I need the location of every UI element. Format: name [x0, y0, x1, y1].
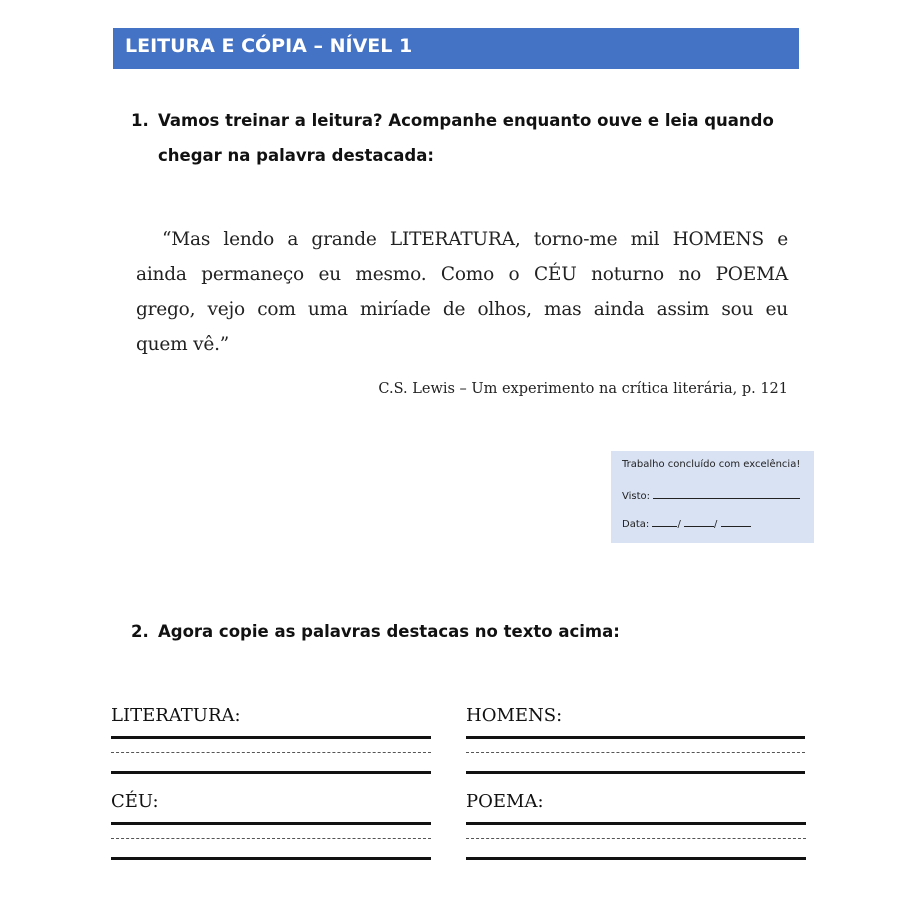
- header-bar: [113, 28, 799, 69]
- date-separator: /: [677, 519, 681, 530]
- writing-line-middle[interactable]: [466, 752, 805, 753]
- copy-block-homens: [466, 705, 805, 726]
- date-year-line[interactable]: [721, 515, 751, 527]
- page-title: LEITURA E CÓPIA – NÍVEL 1: [125, 35, 413, 57]
- writing-line-top[interactable]: [111, 736, 431, 739]
- quote-line-3: grego, vejo com uma miríade de olhos, mas ainda assim sou eu: [136, 299, 788, 320]
- copy-block-ceu: [111, 791, 431, 812]
- writing-line-bottom[interactable]: [466, 857, 806, 860]
- question-1-text-line1: Vamos treinar a leitura? Acompanhe enquanto ouve e leia quando: [158, 111, 774, 130]
- writing-line-bottom[interactable]: [111, 771, 431, 774]
- writing-line-top[interactable]: [466, 822, 806, 825]
- stamp-message: Trabalho concluído com excelência!: [622, 459, 801, 470]
- quote-line-1: [136, 229, 788, 250]
- copy-word-label: HOMENS:: [466, 705, 563, 726]
- writing-line-middle[interactable]: [111, 838, 431, 839]
- question-2-text: Agora copie as palavras destacas no texto acima:: [158, 622, 620, 641]
- date-separator: /: [714, 519, 718, 530]
- visto-field[interactable]: [622, 487, 800, 502]
- writing-line-bottom[interactable]: [111, 857, 431, 860]
- question-1-text-line2: chegar na palavra destacada:: [158, 146, 434, 165]
- copy-word-label: LITERATURA:: [111, 705, 241, 726]
- date-day-line[interactable]: [652, 515, 677, 527]
- quote-line-4: quem vê.”: [136, 334, 230, 355]
- copy-block-poema: [466, 791, 806, 812]
- copy-word-label: CÉU:: [111, 791, 159, 812]
- copy-block-literatura: [111, 705, 431, 726]
- teacher-stamp-box: [611, 451, 814, 543]
- date-label: Data:: [622, 519, 650, 530]
- writing-line-middle[interactable]: [111, 752, 431, 753]
- quote-line-2: ainda permaneço eu mesmo. Como o CÉU noturno no POEMA: [136, 264, 788, 285]
- visto-signature-line[interactable]: [653, 487, 800, 499]
- writing-line-middle[interactable]: [466, 838, 806, 839]
- writing-line-top[interactable]: [466, 736, 805, 739]
- question-1-number: 1.: [131, 111, 149, 130]
- writing-line-top[interactable]: [111, 822, 431, 825]
- writing-line-bottom[interactable]: [466, 771, 805, 774]
- visto-label: Visto:: [622, 491, 651, 502]
- date-month-line[interactable]: [684, 515, 714, 527]
- question-2-number: 2.: [131, 622, 149, 641]
- date-field[interactable]: [622, 515, 751, 530]
- quote-line-1-text: “Mas lendo a grande LITERATURA, torno-me mil HOMENS e: [162, 229, 788, 250]
- quote-citation: C.S. Lewis – Um experimento na crítica literária, p. 121: [378, 381, 788, 397]
- copy-word-label: POEMA:: [466, 791, 544, 812]
